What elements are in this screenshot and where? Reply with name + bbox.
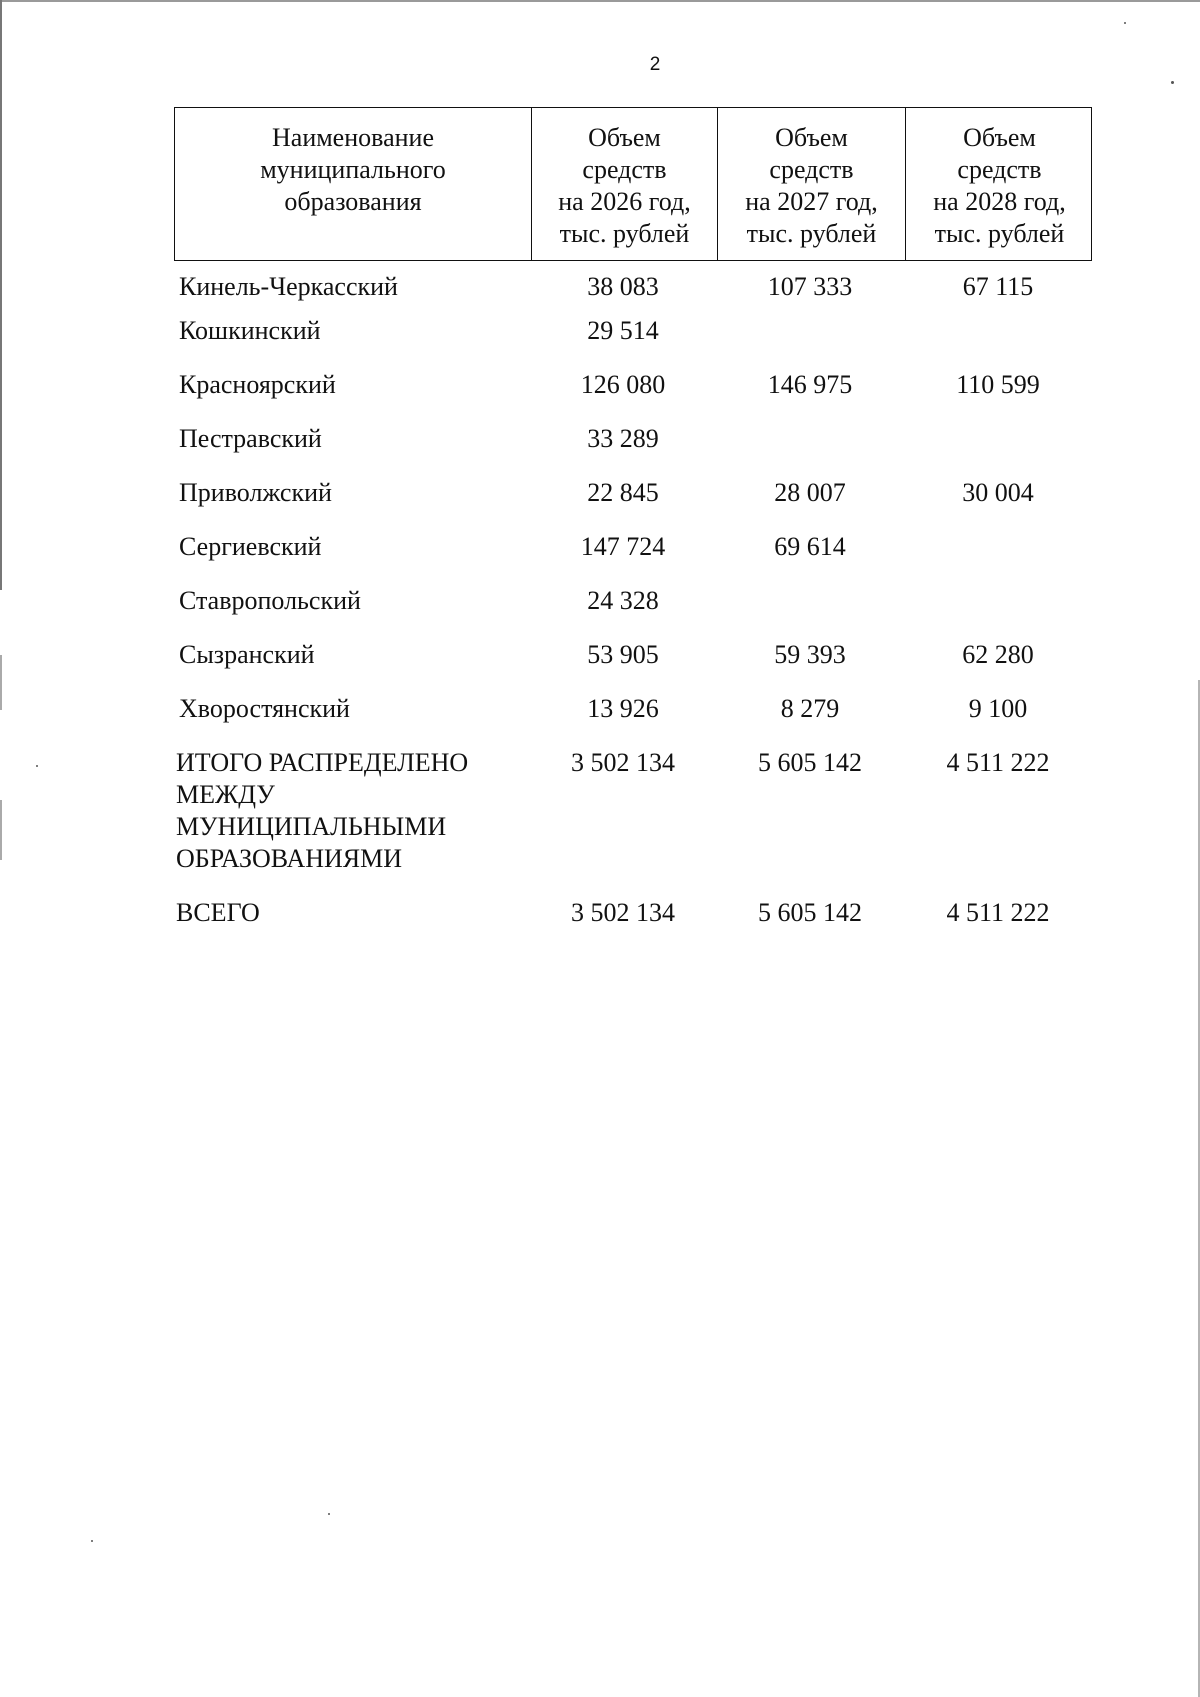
scan-speck — [1171, 81, 1174, 84]
scan-speck — [328, 1513, 330, 1515]
amount-2026: 22 845 — [587, 478, 659, 507]
amount-2027: 69 614 — [774, 532, 846, 561]
scan-speck — [91, 1540, 93, 1542]
amount-2028: 4 511 222 — [946, 748, 1050, 777]
table-row — [174, 477, 1092, 531]
scan-edge-left — [0, 0, 2, 590]
municipality-name: Пестравский — [179, 424, 322, 453]
table-row — [174, 261, 1092, 315]
table-row-subtotal — [174, 747, 1092, 897]
amount-2028 — [904, 531, 1092, 585]
amount-2026: 38 083 — [587, 272, 659, 301]
amount-2026: 3 502 134 — [571, 748, 675, 777]
header-2026: Объем средств на 2026 год, тыс. рублей — [531, 108, 717, 260]
municipality-name: Приволжский — [179, 478, 332, 507]
amount-2027 — [716, 315, 904, 369]
amount-2027: 107 333 — [767, 272, 853, 301]
table-row — [174, 693, 1092, 747]
amount-2027: 8 279 — [780, 694, 840, 723]
budget-allocation-table — [174, 107, 1092, 951]
amount-2026: 126 080 — [580, 370, 666, 399]
amount-2027: 146 975 — [767, 370, 853, 399]
amount-2027: 59 393 — [774, 640, 846, 669]
table-row — [174, 369, 1092, 423]
amount-2027: 28 007 — [774, 478, 846, 507]
header-2027: Объем средств на 2027 год, тыс. рублей — [717, 108, 905, 260]
municipality-name: Красноярский — [179, 370, 336, 399]
amount-2026: 13 926 — [587, 694, 659, 723]
municipality-name: Сергиевский — [179, 532, 322, 561]
table-row — [174, 639, 1092, 693]
amount-2028 — [904, 423, 1092, 477]
table-row-total — [174, 897, 1092, 951]
amount-2028 — [904, 315, 1092, 369]
subtotal-label: ИТОГО РАСПРЕДЕЛЕНО МЕЖДУ МУНИЦИПАЛЬНЫМИ ОБРАЗОВАНИЯМИ — [176, 748, 469, 873]
municipality-name: Сызранский — [179, 640, 315, 669]
table-row — [174, 531, 1092, 585]
municipality-name: Хворостянский — [179, 694, 350, 723]
amount-2028: 30 004 — [962, 478, 1034, 507]
amount-2028: 62 280 — [962, 640, 1034, 669]
amount-2026: 29 514 — [587, 316, 659, 345]
amount-2026: 147 724 — [580, 532, 666, 561]
scan-edge-top — [0, 0, 1200, 2]
amount-2028: 9 100 — [968, 694, 1028, 723]
table-row — [174, 423, 1092, 477]
header-2028: Объем средств на 2028 год, тыс. рублей — [905, 108, 1093, 260]
amount-2028: 110 599 — [956, 370, 1040, 399]
page-number: 2 — [649, 54, 661, 75]
table-row — [174, 315, 1092, 369]
header-municipality: Наименование муниципального образования — [260, 123, 446, 216]
scan-edge-left-fragment — [0, 655, 2, 710]
amount-2026: 24 328 — [587, 586, 659, 615]
amount-2027 — [716, 585, 904, 639]
amount-2027: 5 605 142 — [758, 898, 862, 927]
table-row — [174, 585, 1092, 639]
amount-2026: 33 289 — [587, 424, 659, 453]
amount-2026: 3 502 134 — [571, 898, 675, 927]
amount-2027 — [716, 423, 904, 477]
municipality-name: Ставропольский — [179, 586, 361, 615]
amount-2026: 53 905 — [587, 640, 659, 669]
scan-speck — [1124, 22, 1126, 24]
amount-2027: 5 605 142 — [758, 748, 862, 777]
scan-speck — [36, 765, 38, 767]
amount-2028: 67 115 — [962, 272, 1034, 301]
municipality-name: Кошкинский — [179, 316, 321, 345]
amount-2028: 4 511 222 — [946, 898, 1050, 927]
amount-2028 — [904, 585, 1092, 639]
total-label: ВСЕГО — [176, 898, 260, 927]
scan-edge-left-fragment — [0, 800, 2, 860]
municipality-name: Кинель-Черкасский — [179, 272, 398, 301]
table-header — [174, 107, 1092, 261]
